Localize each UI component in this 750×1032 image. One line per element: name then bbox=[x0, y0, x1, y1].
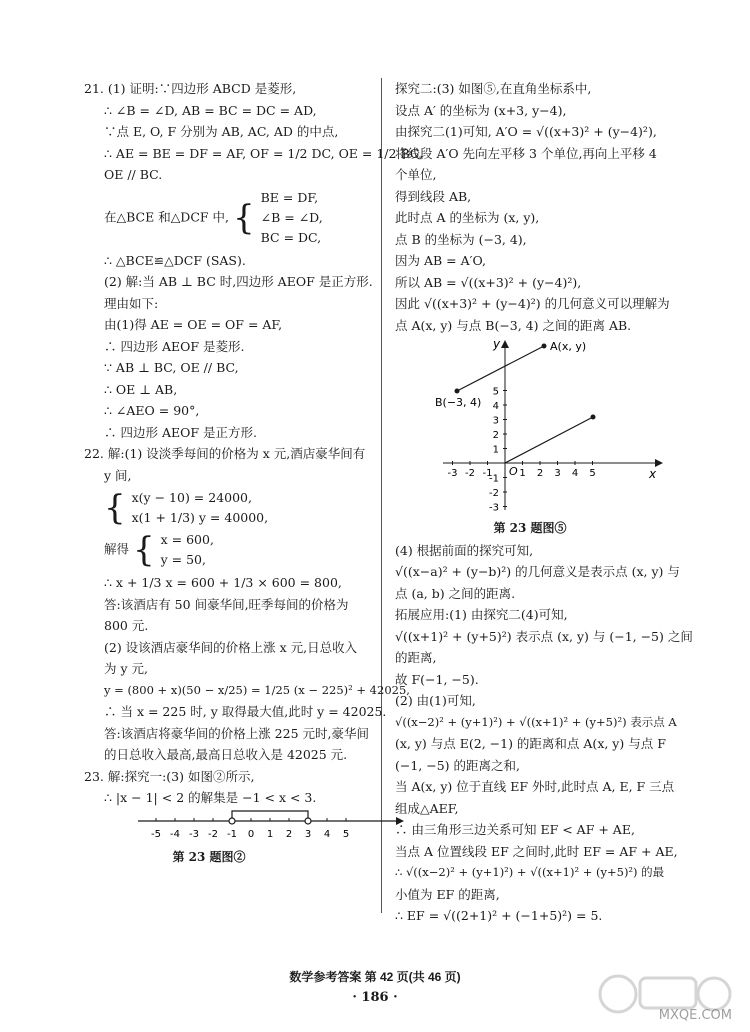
r-line-5: 个单位, bbox=[395, 167, 437, 182]
r-b-line-2: √((x−a)² + (y−b)²) 的几何意义是表示点 (x, y) 与 bbox=[395, 564, 680, 579]
q21-line-11: (2) 解:当 AB ⊥ BC 时,四边形 AEOF 是正方形. bbox=[104, 274, 373, 289]
q21-line-5: OE // BC. bbox=[104, 167, 163, 182]
x-axis-tick-label: 1 bbox=[519, 468, 526, 479]
q21-line-13: 由(1)得 AE = OE = OF = AF, bbox=[104, 317, 283, 332]
r-line-4: 将线段 A′O 先向左平移 3 个单位,再向上平移 4 bbox=[395, 145, 657, 161]
brace-icon: { bbox=[133, 530, 155, 570]
q21-line-3: ∵点 E, O, F 分别为 AB, AC, AD 的中点, bbox=[104, 124, 339, 139]
r-b-line-11: (−1, −5) 的距离之和, bbox=[395, 757, 521, 773]
segment-AprimeO bbox=[505, 417, 593, 463]
q21-line-10: ∴ △BCE≌△DCF (SAS). bbox=[104, 252, 246, 268]
segment-AB bbox=[457, 346, 544, 391]
r-b-line-6: 的距离, bbox=[395, 650, 437, 665]
r-b-line-12: 当 A(x, y) 位于直线 EF 外时,此时点 A, E, F 三点 bbox=[395, 779, 675, 794]
number-line-tick-label: -1 bbox=[227, 828, 237, 840]
r-b-line-1: (4) 根据前面的探究可知, bbox=[395, 542, 534, 558]
figure-caption-2: 第 23 题图② bbox=[172, 849, 246, 864]
r-line-12: 点 A(x, y) 与点 B(−3, 4) 之间的距离 AB. bbox=[395, 317, 632, 333]
q21-sys-3: BC = DC, bbox=[260, 229, 322, 245]
y-axis-tick-label: 5 bbox=[492, 386, 499, 398]
x-axis-tick-label: 3 bbox=[554, 468, 561, 479]
q21-sys-2: ∠B = ∠D, bbox=[260, 209, 323, 225]
q22-solve-label: 解得 bbox=[104, 541, 130, 557]
q22-sol-x: x = 600, bbox=[160, 532, 214, 547]
y-axis-tick-label: 1 bbox=[492, 444, 499, 456]
y-axis-tick-label: -3 bbox=[489, 502, 499, 514]
r-line-3: 由探究二(1)可知, A′O = √((x+3)² + (y−4)²), bbox=[395, 124, 657, 139]
coordinate-graph bbox=[435, 338, 665, 518]
q21-line-17: ∴ ∠AEO = 90°, bbox=[104, 403, 200, 418]
arrow-right-icon bbox=[655, 459, 663, 467]
number-line-tick-label: 0 bbox=[247, 828, 255, 840]
y-axis-tick-label: 2 bbox=[492, 430, 499, 441]
q22-line-1: 22. 解:(1) 设淡季每间的价格为 x 元,酒店豪华间有 bbox=[84, 446, 366, 461]
number-line-tick-label: 3 bbox=[304, 828, 312, 840]
q23-line-2: ∴ |x − 1| < 2 的解集是 −1 < x < 3. bbox=[104, 790, 317, 805]
r-b-line-3: 点 (a, b) 之间的距离. bbox=[395, 585, 516, 601]
r-b-line-5: √((x+1)² + (y+5)²) 表示点 (x, y) 与 (−1, −5) 之间 bbox=[395, 628, 693, 644]
x-axis-tick-label: 4 bbox=[571, 468, 579, 479]
r-line-11: 因此 √((x+3)² + (y−4)²) 的几何意义可以理解为 bbox=[395, 296, 670, 311]
q22-sol-y: y = 50, bbox=[160, 552, 206, 567]
x-axis-tick-label: 5 bbox=[589, 468, 596, 479]
q21-line-2: ∴ ∠B = ∠D, AB = BC = DC = AD, bbox=[104, 102, 317, 118]
number-line-tick-label: -3 bbox=[189, 828, 199, 840]
x-axis-tick-label: 2 bbox=[536, 468, 544, 479]
r-line-9: 因为 AB = A′O, bbox=[395, 253, 486, 268]
q22-system-1 bbox=[84, 488, 374, 528]
q22-line-14: ∴ 当 x = 225 时, y 取得最大值,此时 y = 42025. bbox=[104, 704, 387, 719]
r-b-line-13: 组成△AEF, bbox=[395, 800, 459, 816]
q21-line-4: ∴ AE = BE = DF = AF, OF = 1/2 DC, OE = 1/2 BC, bbox=[104, 145, 423, 161]
y-axis-tick-label: 3 bbox=[492, 415, 499, 427]
y-axis-tick-label: -2 bbox=[489, 488, 499, 499]
number-line-tick-label: 4 bbox=[323, 828, 331, 840]
q21-line-16: ∴ OE ⊥ AB, bbox=[104, 381, 178, 397]
q21-line-18: ∴ 四边形 AEOF 是正方形. bbox=[104, 424, 257, 440]
q21-system-stack bbox=[261, 188, 323, 248]
q22-line-15: 答:该酒店将豪华间的价格上涨 225 元时,豪华间 bbox=[104, 725, 369, 741]
number-line-tick-label: -4 bbox=[170, 828, 180, 840]
r-b-line-15: 当点 A 位置线段 EF 之间时,此时 EF = AF + AE, bbox=[395, 843, 678, 859]
r-line-8: 点 B 的坐标为 (−3, 4), bbox=[395, 231, 527, 247]
r-b-line-17: 小值为 EF 的距离, bbox=[395, 886, 500, 902]
page-number: · 186 · bbox=[352, 990, 398, 1005]
q22-line-8: ∴ x + 1/3 x = 600 + 1/3 × 600 = 800, bbox=[104, 575, 342, 590]
q22-line-13: y = (800 + x)(50 − x/25) = 1/25 (x − 225)² + 42025, bbox=[104, 682, 410, 697]
r-line-10: 所以 AB = √((x+3)² + (y−4)²), bbox=[395, 274, 582, 290]
label-origin: O bbox=[509, 465, 518, 478]
r-b-line-4: 拓展应用:(1) 由探究二(4)可知, bbox=[395, 607, 568, 622]
open-point-right bbox=[305, 818, 311, 824]
label-x-axis: x bbox=[649, 467, 657, 481]
label-A: A(x, y) bbox=[550, 340, 587, 353]
r-b-line-16: ∴ √((x−2)² + (y+1)²) + √((x+1)² + (y+5)²) 的最 bbox=[395, 865, 665, 879]
y-axis-tick-label: -1 bbox=[489, 473, 499, 485]
point-A bbox=[542, 344, 547, 349]
r-b-line-14: ∴ 由三角形三边关系可知 EF < AF + AE, bbox=[395, 822, 635, 837]
q22-eq-1: x(y − 10) = 24000, bbox=[131, 490, 252, 505]
r-line-7: 此时点 A 的坐标为 (x, y), bbox=[395, 210, 540, 225]
brace-icon: { bbox=[104, 488, 126, 528]
q22-line-2: y 间, bbox=[104, 467, 132, 483]
r-b-line-10: (x, y) 与点 E(2, −1) 的距离和点 A(x, y) 与点 F bbox=[395, 736, 666, 751]
q22-line-16: 的日总收入最高,最高日总收入是 42025 元. bbox=[104, 747, 348, 762]
right-column bbox=[395, 78, 695, 927]
r-b-line-18: ∴ EF = √((2+1)² + (−1+5)²) = 5. bbox=[395, 908, 603, 923]
q21-system-label: 在△BCE 和△DCF 中, bbox=[104, 209, 230, 224]
q22-line-9: 答:该酒店有 50 间豪华间,旺季每间的价格为 bbox=[104, 596, 349, 612]
q22-line-11: (2) 设该酒店豪华间的价格上涨 x 元,日总收入 bbox=[104, 639, 358, 655]
number-line-tick-label: 1 bbox=[266, 828, 274, 840]
point-B bbox=[455, 389, 460, 394]
x-axis-tick-label: -3 bbox=[447, 468, 458, 479]
number-line-tick-label: 5 bbox=[342, 828, 350, 840]
r-line-6: 得到线段 AB, bbox=[395, 188, 472, 204]
q22-eq-2: x(1 + 1/3) y = 40000, bbox=[131, 510, 269, 525]
q22-system-2-stack bbox=[161, 530, 214, 570]
q21-sys-1: BE = DF, bbox=[260, 189, 319, 205]
r-line-2: 设点 A′ 的坐标为 (x+3, y−4), bbox=[395, 102, 567, 118]
q21-line-14: ∴ 四边形 AEOF 是菱形. bbox=[104, 338, 245, 354]
number-line-figure bbox=[134, 809, 404, 847]
r-line-1: 探究二:(3) 如图⑤,在直角坐标系中, bbox=[395, 81, 592, 96]
q21-line-1: 21. (1) 证明:∵四边形 ABCD 是菱形, bbox=[84, 81, 297, 96]
number-line-tick-label: 2 bbox=[285, 828, 293, 840]
r-b-line-7: 故 F(−1, −5). bbox=[395, 671, 479, 687]
r-b-line-9: √((x−2)² + (y+1)²) + √((x+1)² + (y+5)²) 表示点 A bbox=[395, 714, 677, 729]
q21-line-12: 理由如下: bbox=[104, 295, 159, 311]
q22-line-12: 为 y 元, bbox=[104, 661, 148, 676]
y-axis-tick-label: 4 bbox=[492, 401, 499, 412]
brace-icon: { bbox=[233, 197, 255, 238]
open-point-left bbox=[229, 818, 235, 824]
x-axis-tick-label: -2 bbox=[465, 468, 475, 479]
page-footer-title: 数学参考答案 第 42 页(共 46 页) bbox=[289, 970, 461, 984]
label-y-axis: y bbox=[493, 338, 501, 351]
q22-system-1-stack bbox=[132, 488, 269, 528]
column-divider bbox=[381, 78, 382, 913]
watermark-text: MXQE.COM bbox=[658, 1008, 732, 1023]
x-axis-tick-label: -1 bbox=[482, 468, 493, 479]
q22-system-2 bbox=[84, 530, 374, 570]
number-line-tick-label: -5 bbox=[151, 828, 161, 840]
q21-line-15: ∵ AB ⊥ BC, OE // BC, bbox=[104, 360, 239, 375]
r-b-line-8: (2) 由(1)可知, bbox=[395, 693, 476, 708]
label-B: B(−3, 4) bbox=[435, 396, 482, 409]
q22-line-10: 800 元. bbox=[104, 618, 149, 633]
number-line-tick-label: -2 bbox=[208, 828, 218, 840]
figure-caption-5: 第 23 题图⑤ bbox=[493, 521, 567, 535]
q23-line-1: 23. 解:探究一:(3) 如图②所示, bbox=[84, 768, 255, 784]
point-Aprime bbox=[591, 415, 596, 420]
q21-system bbox=[84, 188, 374, 248]
arrow-up-icon bbox=[501, 340, 509, 348]
